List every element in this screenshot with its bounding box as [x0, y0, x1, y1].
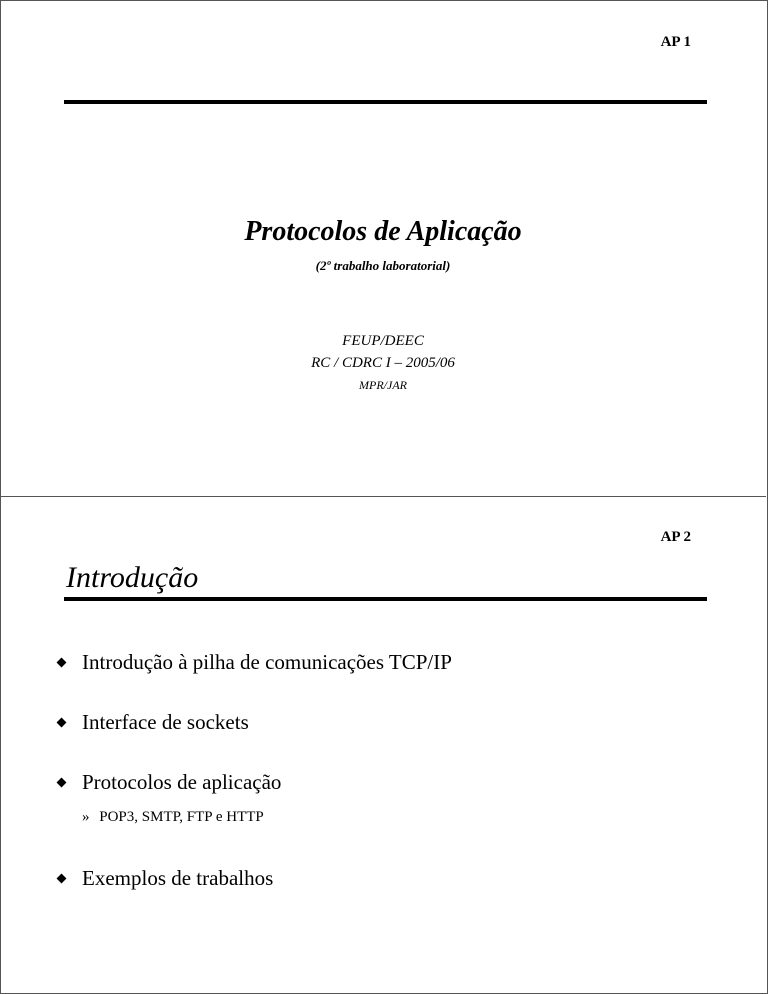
list-item [58, 647, 452, 707]
authors-text: MPR/JAR [359, 378, 407, 392]
slide-1 [0, 0, 766, 497]
bullet-text: Introdução à pilha de comunicações TCP/IP [82, 650, 452, 674]
bullet-text: Protocolos de aplicação [82, 770, 282, 794]
bullet-text: Exemplos de trabalhos [82, 866, 274, 890]
sub-bullet-marker: » [82, 809, 90, 825]
course-text: RC / CDRC I – 2005/06 [311, 355, 455, 371]
sub-bullet-text: POP3, SMTP, FTP e HTTP [99, 809, 264, 825]
institution-text: FEUP/DEEC [342, 333, 424, 349]
list-item [58, 767, 452, 807]
diamond-bullet-icon [57, 658, 67, 668]
bullet-text: Interface de sockets [82, 710, 249, 734]
list-item [58, 863, 452, 923]
presentation-title: Protocolos de Aplicação [244, 216, 522, 247]
diamond-bullet-icon [57, 718, 67, 728]
slide-title: Introdução [66, 561, 199, 594]
header-rule [64, 597, 707, 601]
slide-2 [0, 497, 766, 993]
presentation-subtitle: (2º trabalho laboratorial) [315, 258, 451, 273]
list-item [58, 707, 452, 767]
diamond-bullet-icon [57, 874, 67, 884]
diamond-bullet-icon [57, 778, 67, 788]
slide-number: AP 2 [660, 529, 691, 545]
sub-list-item [58, 807, 452, 863]
header-rule [64, 100, 707, 104]
slide-number: AP 1 [660, 34, 691, 50]
bullet-list [58, 647, 452, 923]
